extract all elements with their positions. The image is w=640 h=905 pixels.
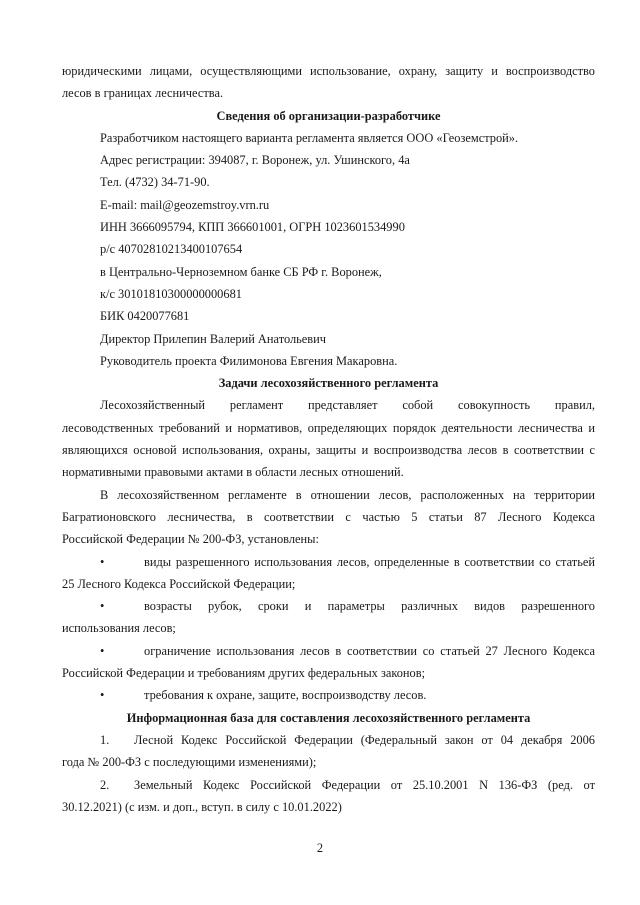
bullet-continuation: Российской Федерации и требованиям других федеральных законов; bbox=[62, 666, 426, 681]
intro-line-2: лесов в границах лесничества. bbox=[62, 86, 224, 101]
item-text: Лесной Кодекс Российской Федерации (Федеральный закон от 04 декабря 2006 bbox=[134, 732, 595, 747]
intro-line-1: юридическими лицами, осуществляющими использование, охрану, защиту и воспроизводство bbox=[62, 64, 595, 78]
bullet-text: ограничение использования лесов в соответствии со статьей 27 Лесного Кодекса bbox=[144, 643, 595, 658]
page-number: 2 bbox=[316, 841, 324, 855]
developer-line: р/с 40702810213400107654 bbox=[100, 242, 243, 257]
developer-line: в Центрально-Черноземном банке СБ РФ г. Воронеж, bbox=[100, 264, 382, 279]
developer-line: Директор Прилепин Валерий Анатольевич bbox=[100, 331, 327, 346]
developer-line: БИК 0420077681 bbox=[100, 309, 190, 324]
bullet-continuation: 25 Лесного Кодекса Российской Федерации; bbox=[62, 576, 296, 591]
bullet-item bbox=[62, 551, 595, 573]
item-continuation: года № 200-ФЗ с последующими изменениями); bbox=[62, 755, 317, 770]
bullet-text: возрасты рубок, сроки и параметры различных видов разрешенного bbox=[144, 599, 595, 614]
bullet-icon: • bbox=[100, 688, 105, 703]
tasks-para2-line: В лесохозяйственном регламенте в отношении лесов, расположенных на территории bbox=[100, 487, 595, 502]
tasks-para2-line: Российской Федерации № 200-ФЗ, установлены: bbox=[62, 532, 319, 547]
bullet-item bbox=[62, 640, 595, 662]
bullet-text: виды разрешенного использования лесов, определенные в соответствии со статьей bbox=[144, 554, 595, 569]
tasks-para1-line: Лесохозяйственный регламент представляет собой совокупность правил, bbox=[100, 398, 595, 413]
developer-line: E-mail: mail@geozemstroy.vrn.ru bbox=[100, 197, 270, 212]
bullet-item bbox=[62, 684, 595, 706]
bullet-icon: • bbox=[100, 599, 105, 614]
developer-line: ИНН 3666095794, КПП 366601001, ОГРН 1023601534990 bbox=[100, 220, 405, 235]
tasks-para2-line: Багратионовского лесничества, в соответствии с частью 5 статьи 87 Лесного Кодекса bbox=[62, 509, 595, 524]
item-number: 1. bbox=[100, 732, 110, 747]
tasks-heading: Задачи лесохозяйственного регламента bbox=[218, 376, 439, 391]
bullet-item bbox=[62, 595, 595, 617]
infobase-heading: Информационная база для составления лесохозяйственного регламента bbox=[126, 710, 531, 725]
item-text: Земельный Кодекс Российской Федерации от 25.10.2001 N 136-ФЗ (ред. от bbox=[134, 777, 595, 792]
bullet-icon: • bbox=[100, 643, 105, 658]
developer-line: к/с 30101810300000000681 bbox=[100, 286, 242, 301]
tasks-para1-line: являющихся основой использования, охраны, защиты и воспроизводства лесов в соответствии с bbox=[62, 443, 595, 458]
bullet-icon: • bbox=[100, 554, 105, 569]
bullet-text: требования к охране, защите, воспроизводству лесов. bbox=[144, 688, 427, 703]
developer-line: Руководитель проекта Филимонова Евгения Макаровна. bbox=[100, 353, 398, 368]
developer-line: Разработчиком настоящего варианта регламента является ООО «Геоземстрой». bbox=[100, 130, 519, 145]
bullet-continuation: использования лесов; bbox=[62, 621, 176, 636]
item-number: 2. bbox=[100, 777, 110, 792]
developer-heading: Сведения об организации-разработчике bbox=[216, 108, 441, 123]
numbered-item bbox=[62, 774, 595, 796]
developer-line: Адрес регистрации: 394087, г. Воронеж, ул. Ушинского, 4а bbox=[100, 153, 410, 168]
item-continuation: 30.12.2021) (с изм. и доп., вступ. в силу с 10.01.2022) bbox=[62, 799, 342, 814]
text-column bbox=[62, 60, 595, 818]
numbered-item bbox=[62, 729, 595, 751]
tasks-para1-line: нормативными правовыми актами в области лесных отношений. bbox=[62, 465, 404, 480]
tasks-para1-line: лесоводственных требований и нормативов, определяющих порядок деятельности лесничества и bbox=[62, 420, 595, 435]
developer-line: Тел. (4732) 34-71-90. bbox=[100, 175, 210, 190]
